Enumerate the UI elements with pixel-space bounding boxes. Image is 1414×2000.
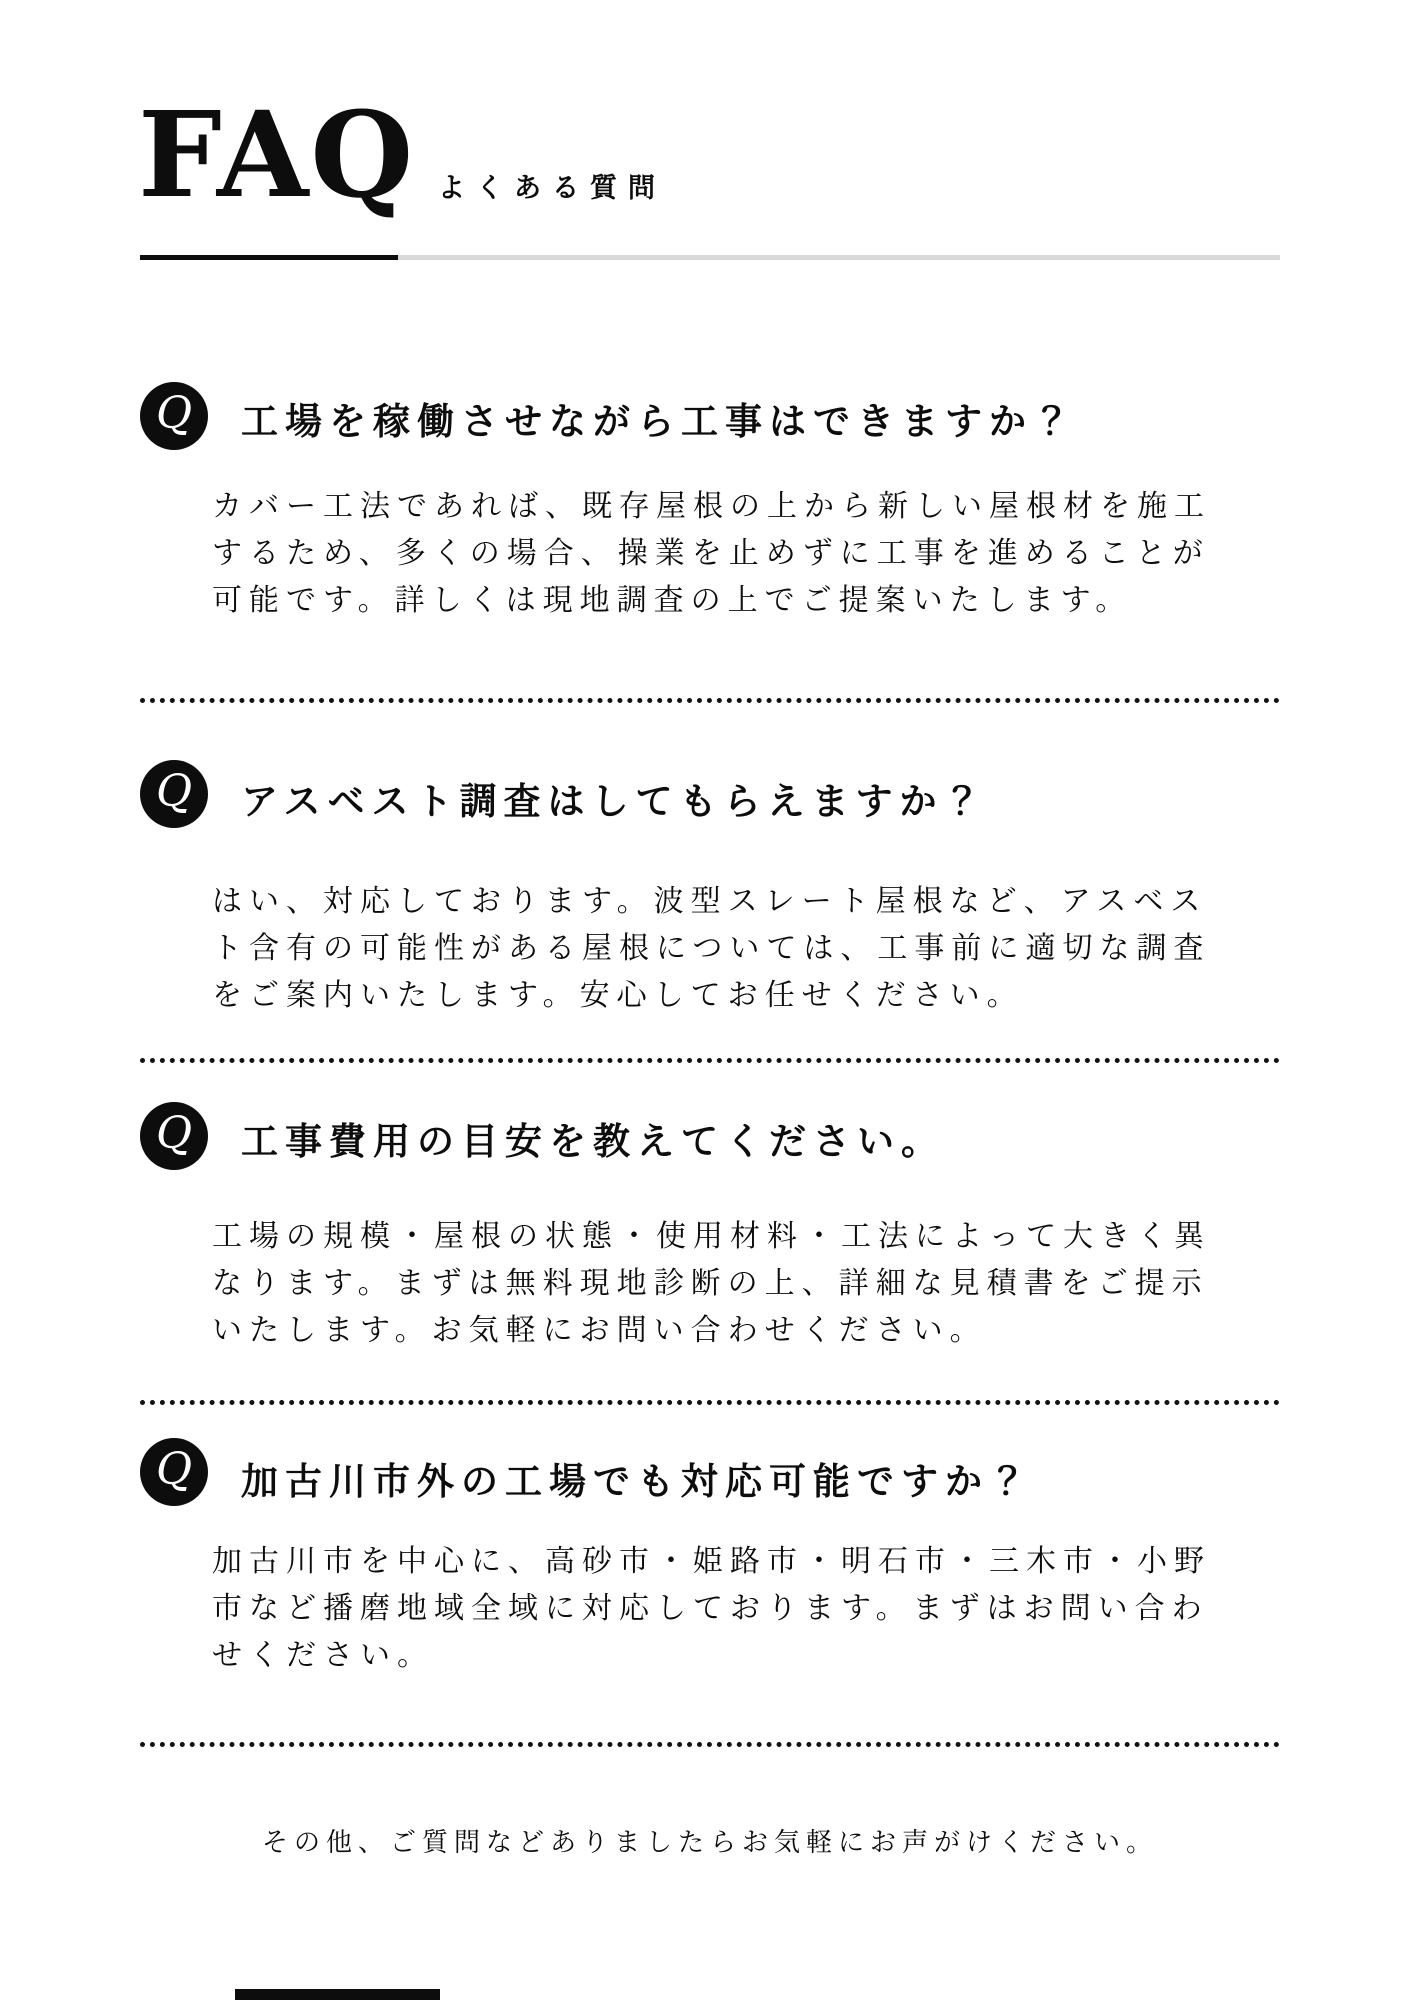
q-badge-letter: Q <box>155 388 193 439</box>
question-text: 加古川市外の工場でも対応可能ですか？ <box>241 1461 1033 1502</box>
dotted-divider <box>140 1058 1280 1063</box>
question-text: アスベスト調査はしてもらえますか？ <box>241 781 988 822</box>
answer-text: 工場の規模・屋根の状態・使用材料・工法によって大きく異なります。まずは無料現地診断の上、詳細な見積書をご提示いたします。お気軽にお問い合わせください。 <box>212 1220 1211 1347</box>
question-text: 工事費用の目安を教えてください。 <box>241 1121 945 1162</box>
header-rule <box>140 255 1280 260</box>
dotted-divider <box>140 698 1280 703</box>
answer-text: カバー工法であれば、既存屋根の上から新しい屋根材を施工するため、多くの場合、操業を止めずに工事を進めることが可能です。詳しくは現地調査の上でご提案いたします。 <box>212 490 1211 617</box>
q-badge <box>140 760 208 828</box>
footer-note: その他、ご質問などありましたらお気軽にお声がけください。 <box>261 1827 1158 1857</box>
q-badge <box>140 382 208 450</box>
answer-text: 加古川市を中心に、高砂市・姫路市・明石市・三木市・小野市など播磨地域全域に対応しております。まずはお問い合わせください。 <box>212 1545 1211 1672</box>
dotted-divider <box>140 1742 1280 1747</box>
q-badge-letter: Q <box>155 1108 193 1159</box>
bottom-accent-bar <box>235 1989 440 2000</box>
page-subtitle: よくある質問 <box>438 173 666 203</box>
q-badge <box>140 1102 208 1170</box>
page-title: FAQ <box>138 85 416 224</box>
q-badge <box>140 1438 208 1506</box>
q-badge-letter: Q <box>155 1444 193 1495</box>
question-text: 工場を稼働させながら工事はできますか？ <box>241 401 1077 442</box>
dotted-divider <box>140 1400 1280 1405</box>
q-badge-letter: Q <box>155 766 193 817</box>
answer-text: はい、対応しております。波型スレート屋根など、アスベスト含有の可能性がある屋根については、工事前に適切な調査をご案内いたします。安心してお任せください。 <box>212 885 1211 1012</box>
